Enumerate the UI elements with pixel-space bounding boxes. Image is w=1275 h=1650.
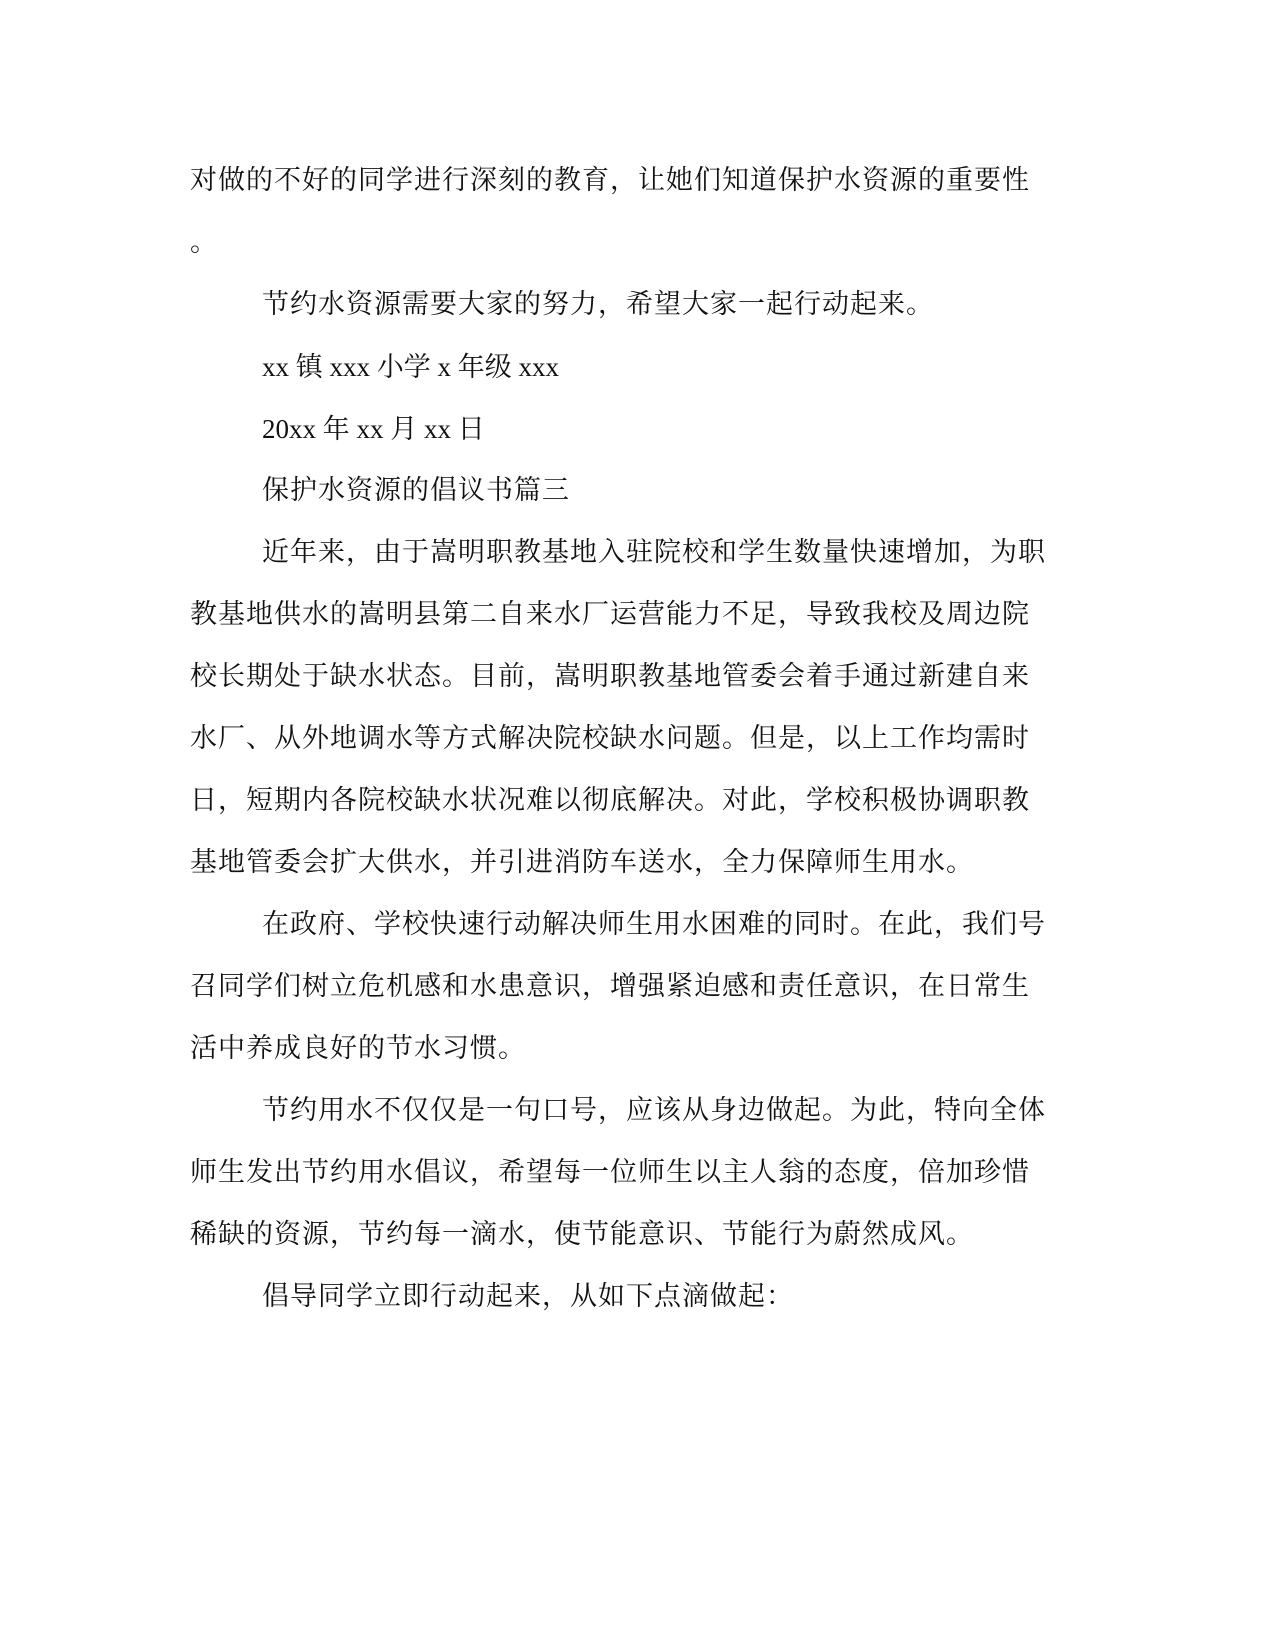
text-line: 教基地供水的嵩明县第二自来水厂运营能力不足，导致我校及周边院	[190, 599, 1030, 630]
text-line: 节约水资源需要大家的努力，希望大家一起行动起来。	[262, 289, 934, 320]
signature-line: xx 镇 xxx 小学 x 年级 xxx	[262, 352, 559, 382]
text-line: 日，短期内各院校缺水状况难以彻底解决。对此，学校积极协调职教	[190, 785, 1030, 816]
text-line: 。	[190, 227, 218, 258]
text-line: 校长期处于缺水状态。目前，嵩明职教基地管委会着手通过新建自来	[190, 661, 1030, 692]
section-heading: 保护水资源的倡议书篇三	[262, 475, 570, 506]
text-line: 稀缺的资源，节约每一滴水，使节能意识、节能行为蔚然成风。	[190, 1219, 974, 1250]
text-line: 师生发出节约用水倡议，希望每一位师生以主人翁的态度，倍加珍惜	[190, 1157, 1030, 1188]
text-line: 召同学们树立危机感和水患意识，增强紧迫感和责任意识，在日常生	[190, 971, 1030, 1002]
document-body	[190, 150, 1090, 1328]
text-line: 节约用水不仅仅是一句口号，应该从身边做起。为此，特向全体	[262, 1095, 1046, 1126]
text-line: 水厂、从外地调水等方式解决院校缺水问题。但是，以上工作均需时	[190, 723, 1030, 754]
text-line: 活中养成良好的节水习惯。	[190, 1033, 526, 1064]
text-line: 在政府、学校快速行动解决师生用水困难的同时。在此，我们号	[262, 909, 1046, 940]
text-line: 倡导同学立即行动起来，从如下点滴做起：	[262, 1281, 794, 1312]
text-line: 对做的不好的同学进行深刻的教育，让她们知道保护水资源的重要性	[190, 165, 1030, 196]
text-line: 基地管委会扩大供水，并引进消防车送水，全力保障师生用水。	[190, 847, 974, 878]
date-line: 20xx 年 xx 月 xx 日	[262, 414, 485, 444]
text-line: 近年来，由于嵩明职教基地入驻院校和学生数量快速增加，为职	[262, 537, 1046, 568]
